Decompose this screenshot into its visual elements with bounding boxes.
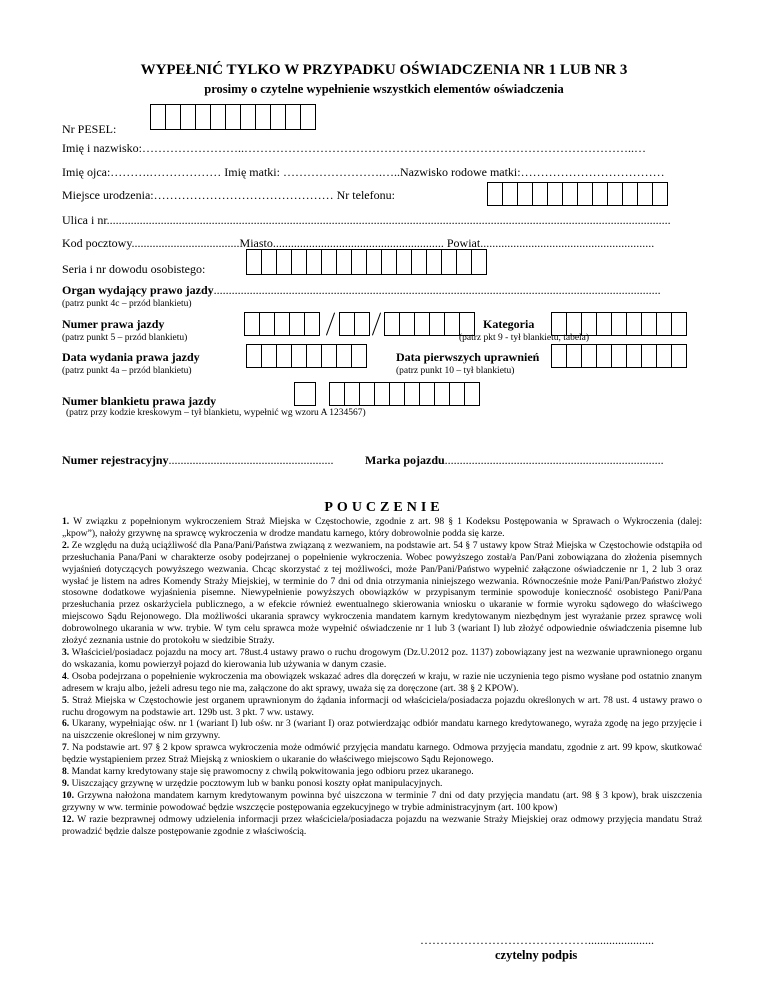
first-rights-boxes[interactable] bbox=[551, 344, 686, 368]
signature-label: czytelny podpis bbox=[495, 948, 578, 962]
instruction-item: 5. Straż Miejska w Częstochowie jest organem uprawnionym do żądania informacji od właściciela/posiadacza pojazdu określonych w art. 78 ust. 4 ustawy prawo o ruchu drogowym na podstawie art. 129b ust. 3 pkt. 7 ww. ustawy. bbox=[62, 694, 702, 718]
blank-number-note: (patrz przy kodzie kreskowym – tył blankietu, wypełnić wg wzoru A 1234567) bbox=[66, 408, 366, 418]
license-number-boxes-1[interactable] bbox=[244, 312, 319, 336]
signature-line[interactable]: ……………………………………...................... bbox=[420, 933, 654, 947]
instructions-body bbox=[62, 516, 702, 837]
form-subtitle: prosimy o czytelne wypełnienie wszystkich elementów oświadczenia bbox=[204, 82, 564, 96]
id-card-label: Seria i nr dowodu osobistego: bbox=[62, 262, 206, 276]
issue-date-label: Data wydania prawa jazdy bbox=[62, 350, 200, 364]
postal-city-county-field[interactable]: Kod pocztowy....................................Miasto......................................................... Powiat.......................................................... bbox=[62, 236, 655, 250]
instruction-item: 7. Na podstawie art. 97 § 2 kpow sprawca wykroczenia może odmówić przyjęcia mandatu karnego. Odmowa przyjęcia mandatu, zgodnie z art. 99 kpow, skutkować będzie wystąpieniem przez Straż Miejską z wnioskiem o ukaranie do właściwego miejscowo Sądu Rejonowego. bbox=[62, 742, 702, 766]
license-number-note: (patrz punkt 5 – przód blankietu) bbox=[62, 333, 188, 343]
separator-slash bbox=[372, 313, 381, 336]
issue-date-note: (patrz punkt 4a – przód blankietu) bbox=[62, 366, 192, 376]
name-field[interactable]: Imię i nazwisko:……………………..……………………………………………………………………………………..… bbox=[62, 141, 646, 155]
issuing-authority-note: (patrz punkt 4c – przód blankietu) bbox=[62, 299, 192, 309]
form-title: WYPEŁNIĆ TYLKO W PRZYPADKU OŚWIADCZENIA NR 1 LUB NR 3 bbox=[140, 62, 628, 78]
issue-date-boxes[interactable] bbox=[246, 344, 366, 368]
pesel-label: Nr PESEL: bbox=[62, 122, 117, 136]
issuing-authority-field[interactable]: Organ wydający prawo jazdy..................................................................................................................................................... bbox=[62, 283, 661, 297]
license-number-boxes-2[interactable] bbox=[339, 312, 369, 336]
instructions-title: POUCZENIE bbox=[324, 500, 444, 515]
id-card-boxes[interactable] bbox=[246, 249, 486, 275]
first-rights-note: (patrz punkt 10 – tył blankietu) bbox=[396, 366, 515, 376]
blank-number-boxes[interactable] bbox=[329, 382, 479, 406]
instruction-item: 9. Uiszczający grzywnę w urzędzie pocztowym lub w banku ponosi koszty opłat manipulacyjnych. bbox=[62, 777, 443, 789]
parents-field[interactable]: Imię ojca:……….……………… Imię matki: …………………….…..Nazwisko rodowe matki:……………………………… bbox=[62, 165, 665, 179]
category-label: Kategoria bbox=[483, 317, 535, 331]
instruction-item: 12. W razie bezprawnej odmowy udzielenia informacji przez właściciela/posiadacza pojazdu na wezwanie Straży Miejskiej oraz odmowy przyjęcia mandatu Straż prowadzić będzie dalsze postępowanie zgodnie z właściwością. bbox=[62, 813, 702, 837]
registration-field[interactable]: Numer rejestracyjny....................................................... bbox=[62, 453, 334, 467]
vehicle-make-field[interactable]: Marka pojazdu......................................................................... bbox=[365, 453, 664, 467]
instruction-item: 6. Ukarany, wypełniając ośw. nr 1 (wariant I) lub ośw. nr 3 (wariant I) oraz potwierdzając odbiór mandatu karnego kredytowanego, wyraża zgodę na jego przyjęcie i na uiszczenie określonej w nim grzywny. bbox=[62, 718, 702, 742]
instruction-item: 3. Właściciel/posiadacz pojazdu na mocy art. 78ust.4 ustawy prawo o ruchu drogowym (Dz.U.2012 poz. 1137) zobowiązany jest na wezwanie uprawnionego organu do wskazania, komu powierzył pojazd do kierowania lub używania w danym czasie. bbox=[62, 646, 702, 670]
pesel-boxes[interactable] bbox=[150, 104, 315, 130]
street-field[interactable]: Ulica i nr............................................................................................................................................................................................ bbox=[62, 213, 671, 227]
instruction-item: 8. Mandat karny kredytowany staje się prawomocny z chwilą pokwitowania jego odbioru przez ukaranego. bbox=[62, 766, 474, 778]
separator-slash bbox=[326, 313, 335, 336]
phone-boxes[interactable] bbox=[487, 182, 667, 206]
blank-number-label: Numer blankietu prawa jazdy bbox=[62, 394, 217, 408]
instruction-item: 2. Ze względu na dużą uciążliwość dla Pana/Pani/Państwa związaną z wezwaniem, na podstawie art. 54 § 7 ustawy kpow Straż Miejska w Częstochowie odstąpiła od przesłuchania Pana/Pani w charakterze osoby podejrzanej o popełnienie wykroczenia. Wobec powyższego został/a Pan/Pani zobowiązana do złożenia pisemnych wyjaśnień dotyczących powyższego wezwania. Chcąc skorzystać z tej możliwości, może Pan/Pani/Państwo wypełnić załączone oświadczenie nr 1, 2 lub 3 oraz wysłać je listem na adres Komendy Straży Miejskiej, w terminie do 7 dni od dnia otrzymania niniejszego wezwania. Równocześnie może Pani/Pan/Państwo złożyć stosowne dodatkowe wyjaśnienia pisemne. Niewypełnienie powyższych obowiązków w przypisanym terminie spowoduje konieczność osobistego Pani/Pana przesłuchania przez oskarżyciela publicznego, a w efekcie również ewentualnego skierowania wniosku o ukaranie w formie wyroku sądowego do właściwego miejscowo Sądu Rejonowego. Dla możliwości ukarania sprawcy wykroczenia mandatem karnym kredytowanym niezbędnym jest wyrażanie przez sprawcę woli dobrowolnego ukarania w ww. trybie. W tym celu sprawca może wypełnić oświadczenie nr 1 lub 3 (wariant I) lub złożyć odpowiednie oświadczenia pisemne lub złożyć zeznania ustnie do protokołu w siedzibie Straży. bbox=[62, 539, 702, 647]
instruction-item: 1. W związku z popełnionym wykroczeniem Straż Miejska w Częstochowie, zgodnie z art. 98 § 1 Kodeksu Postępowania w Sprawach o Wykroczenia (dalej: „kpow”), nałoży grzywnę na sprawcę wykroczenia w drodze mandatu karnego, który dobrowolnie podda się karze. bbox=[62, 516, 702, 539]
blank-series-box[interactable] bbox=[294, 382, 315, 406]
instruction-item: 4. Osoba podejrzana o popełnienie wykroczenia ma obowiązek wskazać adres dla doręczeń w kraju, w razie nie uczynienia tego pismo wysłane pod ostatnio znanym adresem w kraju albo, jeżeli adresu tego nie ma, załączone do akt sprawy, uważa się za doręczone (art. 38 § 2 KPOW). bbox=[62, 670, 702, 694]
license-number-label: Numer prawa jazdy bbox=[62, 317, 165, 331]
instruction-item: 10. Grzywna nałożona mandatem karnym kredytowanym powinna być uiszczona w terminie 7 dni od daty przyjęcia mandatu (art. 98 § 3 kpow), brak uiszczenia grzywny w ww. terminie powodować będzie wszczęcie postępowania egzekucyjnego w trybie administracyjnym (art. 100 kpow) bbox=[62, 789, 702, 813]
birthplace-phone-field[interactable]: Miejsce urodzenia:……………………………………… Nr telefonu: bbox=[62, 188, 395, 202]
category-note: (patrz pkt 9 - tył blankietu, tabela) bbox=[459, 333, 590, 343]
first-rights-label: Data pierwszych uprawnień bbox=[396, 350, 540, 364]
